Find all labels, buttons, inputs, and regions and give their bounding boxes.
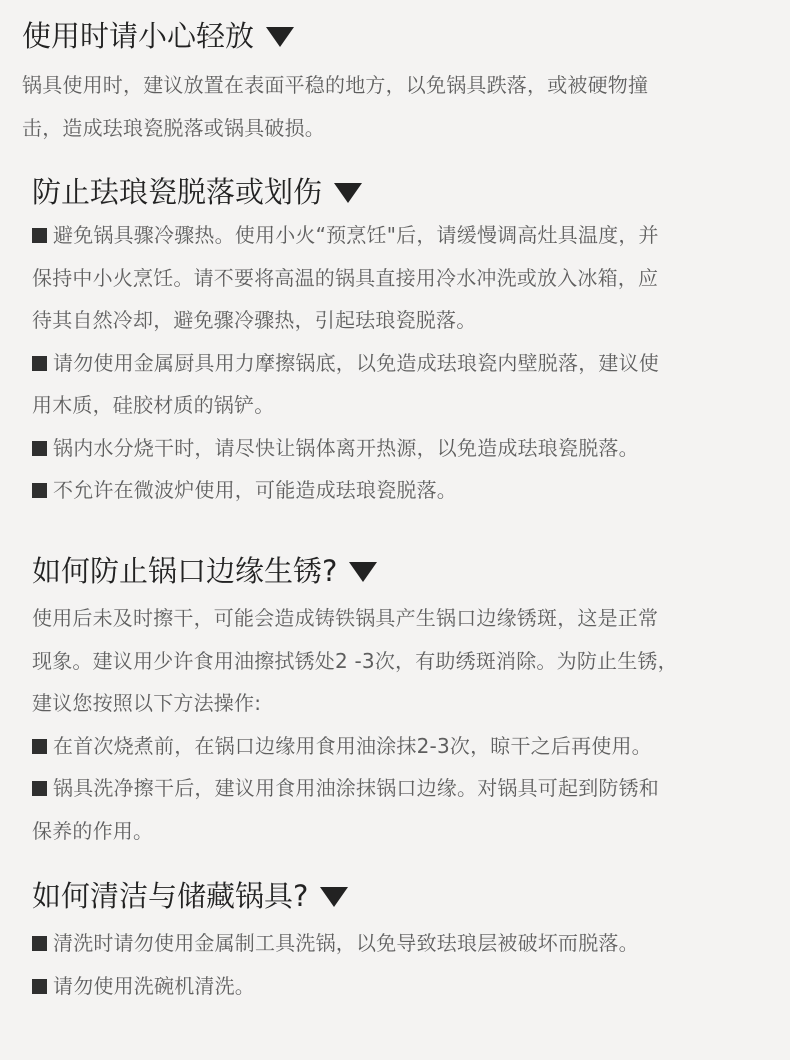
bullet-text: 请勿使用洗碗机清洗。 (53, 973, 255, 998)
section-heading (32, 551, 784, 591)
paragraph-line: 现象。建议用少许食用油擦拭锈处2 -3次，有助绣斑消除。为防止生锈， (32, 648, 678, 673)
bullet-text: 清洗时请勿使用金属制工具洗锅，以免导致珐琅层被破坏而脱落。 (53, 931, 639, 955)
square-bullet-icon (32, 228, 47, 243)
square-bullet-icon (32, 936, 47, 951)
paragraph-line: 保养的作用。 (32, 818, 154, 843)
square-bullet-icon (32, 781, 47, 796)
section-prevent-enamel-chipping (32, 172, 784, 512)
bullet-text: 在首次烧煮前，在锅口边缘用食用油涂抹2-3次，晾干之后再使用。 (53, 733, 652, 758)
triangle-down-icon (349, 562, 377, 582)
heading-text: 防止珐琅瓷脱落或划伤 (32, 175, 323, 209)
bullet-text: 请勿使用金属厨具用力摩擦锅底，以免造成珐琅瓷内壁脱落，建议使 (53, 350, 659, 375)
heading-text: 如何清洁与储藏锅具? (32, 879, 309, 913)
bullet-item (32, 922, 784, 965)
bullet-item (32, 725, 784, 768)
paragraph-line: 用木质，硅胶材质的锅铲。 (32, 393, 275, 417)
section-handle-carefully (22, 16, 782, 149)
paragraph-line: 锅具使用时，建议放置在表面平稳的地方，以免锅具跌落，或被硬物撞 (22, 73, 649, 97)
bullet-item (32, 427, 784, 470)
triangle-down-icon (320, 887, 348, 907)
square-bullet-icon (32, 441, 47, 456)
bullet-text: 锅具洗净擦干后，建议用食用油涂抹锅口边缘。对锅具可起到防锈和 (53, 776, 659, 800)
square-bullet-icon (32, 356, 47, 371)
paragraph-line: 击，造成珐琅瓷脱落或锅具破损。 (22, 115, 325, 140)
section-heading (32, 172, 784, 212)
square-bullet-icon (32, 979, 47, 994)
bullet-text: 避免锅具骤冷骤热。使用小火“预烹饪"后，请缓慢调高灶具温度，并 (53, 223, 659, 247)
paragraph-line: 待其自然冷却，避免骤冷骤热，引起珐琅瓷脱落。 (32, 308, 477, 332)
paragraph-line: 保持中小火烹饪。请不要将高温的锅具直接用冷水冲洗或放入冰箱，应 (32, 265, 659, 290)
section-heading (22, 16, 782, 56)
bullet-item (32, 767, 784, 810)
bullet-item (32, 469, 784, 512)
bullet-text: 不允许在微波炉使用，可能造成珐琅瓷脱落。 (53, 478, 457, 502)
paragraph-line: 使用后未及时擦干，可能会造成铸铁锅具产生锅口边缘锈斑，这是正常 (32, 606, 659, 630)
section-prevent-rim-rust (32, 551, 784, 852)
triangle-down-icon (266, 27, 294, 47)
paragraph-line: 建议您按照以下方法操作: (32, 691, 262, 715)
triangle-down-icon (334, 183, 362, 203)
square-bullet-icon (32, 483, 47, 498)
heading-text: 使用时请小心轻放 (22, 19, 255, 53)
bullet-item (32, 965, 784, 1008)
section-heading (32, 876, 784, 916)
bullet-text: 锅内水分烧干时，请尽快让锅体离开热源，以免造成珐琅瓷脱落。 (53, 435, 639, 460)
bullet-item (32, 342, 784, 385)
square-bullet-icon (32, 739, 47, 754)
section-cleaning-storage (32, 876, 784, 1007)
bullet-item (32, 214, 784, 257)
heading-text: 如何防止锅口边缘生锈? (32, 554, 338, 588)
